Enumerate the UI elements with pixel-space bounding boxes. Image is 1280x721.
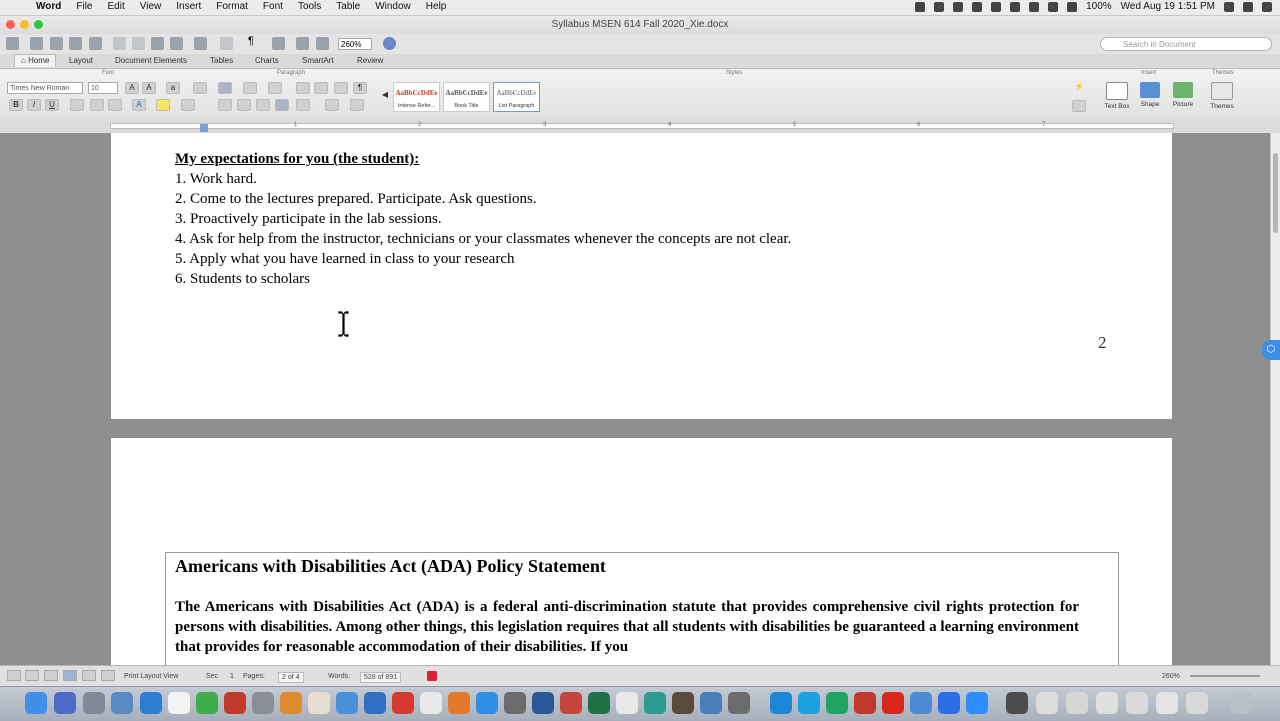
list-item: 3. Proactively participate in the lab sessions. <box>175 211 442 227</box>
mail-icon[interactable] <box>140 692 162 714</box>
battery-percent[interactable]: 100% <box>1086 1 1112 12</box>
ruler-number: 2 <box>418 122 422 128</box>
focus-view-icon[interactable] <box>101 670 115 681</box>
app-store-icon[interactable] <box>476 692 498 714</box>
show-formatting-icon[interactable]: ¶ <box>248 35 254 47</box>
insert-group-label: Insert <box>1141 70 1157 76</box>
page-number: 2 <box>1098 333 1107 352</box>
endnote-icon[interactable] <box>854 692 876 714</box>
ruler-number: 7 <box>1042 122 1046 128</box>
c-app-icon[interactable] <box>644 692 666 714</box>
styles-more-icon[interactable] <box>1072 100 1086 112</box>
vertical-scrollbar[interactable] <box>1270 133 1280 665</box>
undo-icon[interactable] <box>194 37 207 50</box>
list-item: 1. Work hard. <box>175 171 257 187</box>
section-label: Sec <box>206 673 219 680</box>
style-name: Book Title <box>454 103 479 109</box>
format-painter-icon[interactable] <box>170 37 183 50</box>
menu-file[interactable]: File <box>76 1 93 12</box>
indent-marker-icon[interactable] <box>200 124 208 132</box>
line-spacing-icon[interactable] <box>296 99 310 111</box>
sort-icon[interactable] <box>334 82 348 94</box>
underline-icon[interactable]: U <box>45 99 59 111</box>
terminal-icon[interactable] <box>672 692 694 714</box>
font-size-select[interactable]: 10 <box>88 82 118 94</box>
numbers-icon[interactable] <box>336 692 358 714</box>
menu-tools[interactable]: Tools <box>297 1 322 12</box>
photos-icon[interactable] <box>111 692 133 714</box>
style-sample: AaBbCcDdEe <box>445 89 488 97</box>
align-left-icon[interactable] <box>218 99 232 111</box>
zoom-slider[interactable] <box>1190 675 1260 677</box>
menu-app-word[interactable]: Word <box>36 1 62 12</box>
tab-charts[interactable]: Charts <box>255 56 279 65</box>
document-page[interactable] <box>111 438 1172 665</box>
contacts-icon[interactable] <box>168 692 190 714</box>
borders-icon[interactable] <box>350 99 364 111</box>
notebook-view-icon[interactable] <box>82 670 96 681</box>
paste-icon[interactable] <box>151 37 164 50</box>
mac-menubar <box>0 0 1280 16</box>
dropbox-status-icon[interactable] <box>934 2 944 12</box>
redo-icon[interactable] <box>220 37 233 50</box>
style-name: Intense Refer... <box>397 103 436 109</box>
clock[interactable]: Wed Aug 19 1:51 PM <box>1120 1 1215 12</box>
status-bar <box>0 665 1280 687</box>
outline-view-icon[interactable] <box>25 670 39 681</box>
notification-center-icon[interactable] <box>1262 2 1272 12</box>
ada-title: Americans with Disabilities Act (ADA) Policy Statement <box>175 556 606 576</box>
window-titlebar <box>0 16 1280 34</box>
font-color-icon[interactable]: A <box>132 99 146 111</box>
ruler-number: 3 <box>543 122 547 128</box>
skype-status-icon[interactable] <box>915 2 925 12</box>
bullets-icon[interactable] <box>218 82 232 94</box>
ibooks-icon[interactable] <box>448 692 470 714</box>
menu-insert[interactable]: Insert <box>176 1 202 12</box>
search-in-document-input[interactable]: Search in Document <box>1100 37 1272 51</box>
keynote-icon[interactable] <box>364 692 386 714</box>
excel-icon[interactable] <box>588 692 610 714</box>
strikethrough-icon[interactable] <box>70 99 84 111</box>
ruler-track <box>110 123 1174 129</box>
insert-picture-label: Picture <box>1172 101 1194 108</box>
launchpad-icon[interactable] <box>54 692 76 714</box>
styles-group-label: Styles <box>726 70 743 76</box>
menu-font[interactable]: Font <box>262 1 283 12</box>
align-center-icon[interactable] <box>237 99 251 111</box>
section-value: 1 <box>230 673 234 680</box>
finder-icon[interactable] <box>25 692 47 714</box>
menu-help[interactable]: Help <box>425 1 447 12</box>
pages-label: Pages: <box>243 673 265 680</box>
styles-prev-icon[interactable]: ◀ <box>381 90 389 99</box>
app-icon[interactable] <box>728 692 750 714</box>
view-mode-label: Print Layout View <box>124 673 179 680</box>
dock-folder-icon[interactable] <box>1156 692 1178 714</box>
print-icon[interactable] <box>89 37 102 50</box>
display-status-icon[interactable] <box>991 2 1001 12</box>
dock-folder-icon[interactable] <box>1066 692 1088 714</box>
ada-policy-box <box>165 552 1119 665</box>
pages-value[interactable]: 2 of 4 <box>278 672 304 683</box>
document-title: Syllabus MSEN 614 Fall 2020_Xie.docx <box>551 19 729 30</box>
style-sample: AaBbCcDdEe <box>395 89 438 97</box>
ada-body: The Americans with Disabilities Act (ADA) is a federal anti-discrimination statute that provides comprehensive civil rights protection for persons with disabilities. Among other things, this legislation requires that all students with disabilities be guaranteed a learning environment that provides for reasonable accommodation of their disabilities. If you <box>175 599 1079 655</box>
tab-layout[interactable]: Layout <box>69 56 94 65</box>
list-item: 4. Ask for help from the instructor, technicians or your classmates whenever the concepts are not clear. <box>175 231 792 247</box>
wifi-status-icon[interactable] <box>1048 2 1058 12</box>
save-icon[interactable] <box>69 37 82 50</box>
messages-icon[interactable] <box>196 692 218 714</box>
skype-icon[interactable] <box>798 692 820 714</box>
insert-text-box-button[interactable] <box>1101 82 1133 110</box>
menu-format[interactable]: Format <box>216 1 248 12</box>
word-count-value[interactable]: 528 of 891 <box>360 672 401 683</box>
style-name: List Paragraph <box>498 103 535 109</box>
document-page[interactable] <box>111 133 1172 419</box>
publishing-view-icon[interactable] <box>44 670 58 681</box>
insert-shape-button[interactable] <box>1134 82 1166 108</box>
grow-font-icon[interactable]: A <box>125 82 139 94</box>
styles-pane-icon[interactable]: ⚡ <box>1074 82 1084 91</box>
decrease-indent-icon[interactable] <box>296 82 310 94</box>
ruler-number: 1 <box>294 122 298 128</box>
notes-icon[interactable] <box>308 692 330 714</box>
print-layout-view-icon[interactable] <box>63 670 77 681</box>
photos-app-icon[interactable] <box>280 692 302 714</box>
close-window-icon[interactable] <box>6 20 15 29</box>
chrome-icon[interactable] <box>616 692 638 714</box>
dock-folder-icon[interactable] <box>1036 692 1058 714</box>
tab-review[interactable]: Review <box>357 56 384 65</box>
insert-picture-button[interactable] <box>1167 82 1199 108</box>
app-icon[interactable] <box>700 692 722 714</box>
shrink-font-icon[interactable]: A <box>142 82 156 94</box>
expectations-heading: My expectations for you (the student): <box>175 151 420 167</box>
words-label: Words: <box>328 673 351 680</box>
teamviewer-icon[interactable] <box>770 692 792 714</box>
insert-text-box-label: Text Box <box>1104 103 1130 110</box>
themes-button[interactable] <box>1206 82 1238 110</box>
volume-status-icon[interactable] <box>1067 2 1077 12</box>
open-icon[interactable] <box>50 37 63 50</box>
themes-icon <box>1211 82 1233 100</box>
settings-icon[interactable] <box>504 692 526 714</box>
list-item: 5. Apply what you have learned in class to your research <box>175 251 515 267</box>
standard-toolbar <box>0 34 1280 54</box>
new-document-icon[interactable] <box>6 37 19 50</box>
menu-table[interactable]: Table <box>336 1 361 12</box>
increase-indent-icon[interactable] <box>314 82 328 94</box>
text-cursor-icon <box>337 310 350 338</box>
dropbox-icon[interactable] <box>938 692 960 714</box>
draft-view-icon[interactable] <box>7 670 21 681</box>
text-box-icon <box>1106 82 1128 100</box>
ruler-number: 5 <box>793 122 797 128</box>
style-intense-reference[interactable] <box>393 82 440 112</box>
dock-folder-icon[interactable] <box>1186 692 1208 714</box>
minimize-window-icon[interactable] <box>20 20 29 29</box>
scrollbar-thumb[interactable] <box>1273 153 1278 233</box>
pilcrow-icon[interactable]: ¶ <box>353 82 367 94</box>
tab-home-label: Home <box>28 56 50 65</box>
numbering-icon[interactable] <box>243 82 257 94</box>
menu-view[interactable]: View <box>139 1 162 12</box>
align-right-icon[interactable] <box>256 99 270 111</box>
change-case-icon[interactable]: a <box>166 82 180 94</box>
multilevel-list-icon[interactable] <box>268 82 282 94</box>
siri-icon[interactable] <box>1243 2 1253 12</box>
menu-window[interactable]: Window <box>375 1 411 12</box>
tab-smartart[interactable]: SmartArt <box>302 56 334 65</box>
powerpoint-icon[interactable] <box>560 692 582 714</box>
tab-tables[interactable]: Tables <box>210 56 234 65</box>
superscript-icon[interactable] <box>90 99 104 111</box>
text-effects-icon[interactable] <box>181 99 195 111</box>
dock-folder-icon[interactable] <box>1126 692 1148 714</box>
justify-icon[interactable] <box>275 99 289 111</box>
shading-icon[interactable] <box>325 99 339 111</box>
font-group-label: Font <box>102 70 115 76</box>
sidebar-icon[interactable] <box>272 37 285 50</box>
style-book-title[interactable] <box>443 82 490 112</box>
font-name-select[interactable]: Times New Roman <box>7 82 83 94</box>
insert-shape-label: Shape <box>1140 101 1160 108</box>
zoom-window-icon[interactable] <box>34 20 43 29</box>
ruler-number: 4 <box>668 122 672 128</box>
safari-icon[interactable] <box>83 692 105 714</box>
acrobat-icon[interactable] <box>882 692 904 714</box>
grammarly-icon[interactable] <box>826 692 848 714</box>
themes-label: Themes <box>1210 103 1234 110</box>
ribbon <box>0 69 1280 120</box>
tab-document-elements[interactable]: Document Elements <box>115 56 188 65</box>
themes-group-label: Themes <box>1212 70 1234 76</box>
help-icon[interactable] <box>383 37 396 50</box>
list-item: 6. Students to scholars <box>175 271 310 287</box>
italic-icon[interactable]: I <box>27 99 41 111</box>
bluetooth-status-icon[interactable] <box>1029 2 1039 12</box>
photo-booth-icon[interactable] <box>224 692 246 714</box>
highlight-icon[interactable] <box>156 99 170 111</box>
templates-icon[interactable] <box>30 37 43 50</box>
gallery-icon[interactable] <box>296 37 309 50</box>
menu-edit[interactable]: Edit <box>107 1 125 12</box>
horizontal-ruler[interactable] <box>0 119 1280 134</box>
shape-icon <box>1140 82 1160 98</box>
proofing-icon[interactable] <box>427 671 437 681</box>
copy-icon[interactable] <box>132 37 145 50</box>
word-icon[interactable] <box>532 692 554 714</box>
ribbon-tabs <box>0 54 1280 69</box>
document-canvas[interactable] <box>0 133 1270 665</box>
music-icon[interactable] <box>420 692 442 714</box>
dock <box>0 686 1280 721</box>
picture-icon <box>1173 82 1193 98</box>
dropbox-float-icon[interactable]: ⬡ <box>1262 340 1280 360</box>
list-item: 2. Come to the lectures prepared. Participate. Ask questions. <box>175 191 537 207</box>
paragraph-group-label: Paragraph <box>277 70 306 76</box>
style-sample: AaBbCcDdEe <box>496 89 537 97</box>
zoom-icon[interactable] <box>966 692 988 714</box>
dock-folder-icon[interactable] <box>1006 692 1028 714</box>
tab-home[interactable]: ⌂ Home <box>14 54 56 67</box>
style-list-paragraph[interactable] <box>493 82 540 112</box>
ruler-number: 6 <box>917 122 921 128</box>
timemachine-status-icon[interactable] <box>1010 2 1020 12</box>
system-prefs-icon[interactable] <box>252 692 274 714</box>
trash-icon[interactable] <box>1230 692 1252 714</box>
spotlight-search-icon[interactable] <box>1224 2 1234 12</box>
app-icon[interactable] <box>910 692 932 714</box>
cut-icon[interactable] <box>113 37 126 50</box>
zoom-label: 260% <box>1162 673 1180 680</box>
clear-formatting-icon[interactable] <box>193 82 207 94</box>
zoom-select[interactable]: 260% <box>338 38 372 50</box>
subscript-icon[interactable] <box>108 99 122 111</box>
toolbox-icon[interactable] <box>316 37 329 50</box>
dock-folder-icon[interactable] <box>1096 692 1118 714</box>
cloud-status-icon[interactable] <box>972 2 982 12</box>
bold-icon[interactable]: B <box>9 99 23 111</box>
block-icon[interactable] <box>392 692 414 714</box>
shield-status-icon[interactable] <box>953 2 963 12</box>
